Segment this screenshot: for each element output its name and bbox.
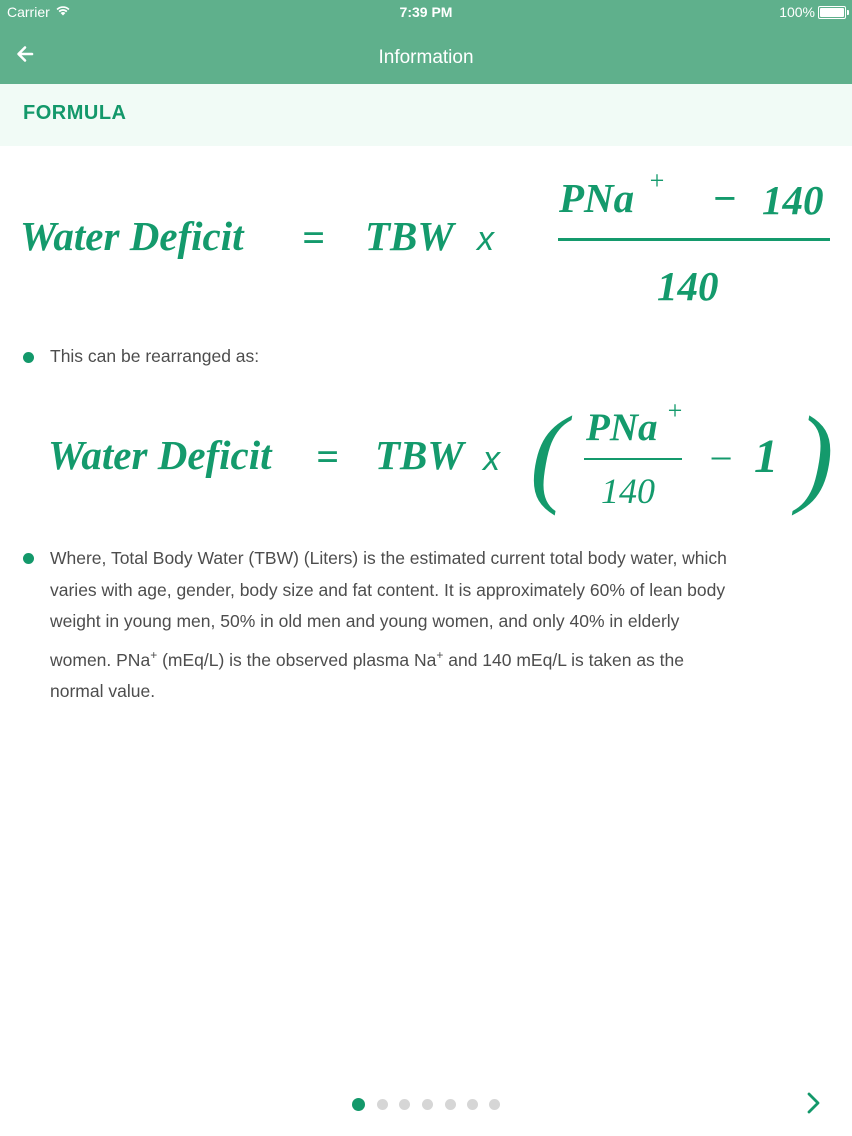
formula-numerator-sup: + xyxy=(648,166,666,195)
page-dot-5[interactable] xyxy=(445,1099,456,1110)
formula2-tbw: TBW xyxy=(375,432,464,478)
bullet-text-explanation xyxy=(50,543,840,707)
explanation-line: normal value. xyxy=(50,680,156,701)
page-dot-3[interactable] xyxy=(399,1099,410,1110)
formula-times: x xyxy=(477,220,494,258)
formula-denominator: 140 xyxy=(657,263,719,309)
formula-numerator: PNa xyxy=(559,175,635,221)
formula-numerator-const: 140 xyxy=(762,177,824,223)
chevron-right-icon[interactable] xyxy=(800,1090,826,1116)
battery-percent: 100% xyxy=(779,4,815,20)
formula2-lparen: ( xyxy=(530,394,567,516)
formula2-equals: = xyxy=(316,434,339,479)
carrier-label: Carrier xyxy=(7,4,50,20)
formula2-numerator: PNa xyxy=(586,406,658,449)
fraction-bar-2 xyxy=(584,458,682,460)
explanation-line: Where, Total Body Water (TBW) (Liters) is the estimated current total body water, which xyxy=(50,548,727,568)
page-dot-1[interactable] xyxy=(352,1098,365,1111)
formula2-times: x xyxy=(483,440,500,478)
page-dot-7[interactable] xyxy=(489,1099,500,1110)
formula-lhs: Water Deficit xyxy=(20,213,244,259)
bullet-text-rearranged: This can be rearranged as: xyxy=(50,346,260,366)
formula-numerator-minus: − xyxy=(712,175,737,221)
bullet-dot xyxy=(23,352,34,363)
page-dot-2[interactable] xyxy=(377,1099,388,1110)
section-title: FORMULA xyxy=(23,102,127,124)
page-dot-4[interactable] xyxy=(422,1099,433,1110)
battery-icon xyxy=(818,6,846,19)
explanation-line: weight in young men, 50% in old men and young women, and only 40% in elderly xyxy=(50,611,680,631)
page-dot-6[interactable] xyxy=(467,1099,478,1110)
fraction-bar xyxy=(558,238,830,241)
formula2-one: 1 xyxy=(754,430,778,483)
formula-tbw: TBW xyxy=(365,213,454,259)
formula2-lhs: Water Deficit xyxy=(48,432,272,478)
status-bar xyxy=(0,0,852,24)
formula-equals: = xyxy=(302,215,325,260)
formula2-numerator-sup: + xyxy=(666,396,684,425)
bullet-dot xyxy=(23,553,34,564)
page-title: Information xyxy=(378,47,474,68)
status-time: 7:39 PM xyxy=(399,4,453,20)
formula2-denominator: 140 xyxy=(601,471,655,511)
explanation-line: women. PNa+ (mEq/L) is the observed plasma Na+ and 140 mEq/L is taken as the xyxy=(50,647,684,670)
explanation-line: varies with age, gender, body size and fat content. It is approximately 60% of lean body xyxy=(50,579,726,600)
nav-bar xyxy=(0,24,852,84)
section-header xyxy=(0,84,852,146)
formula2-rparen: ) xyxy=(797,394,834,516)
formula2-minus: − xyxy=(707,435,735,481)
